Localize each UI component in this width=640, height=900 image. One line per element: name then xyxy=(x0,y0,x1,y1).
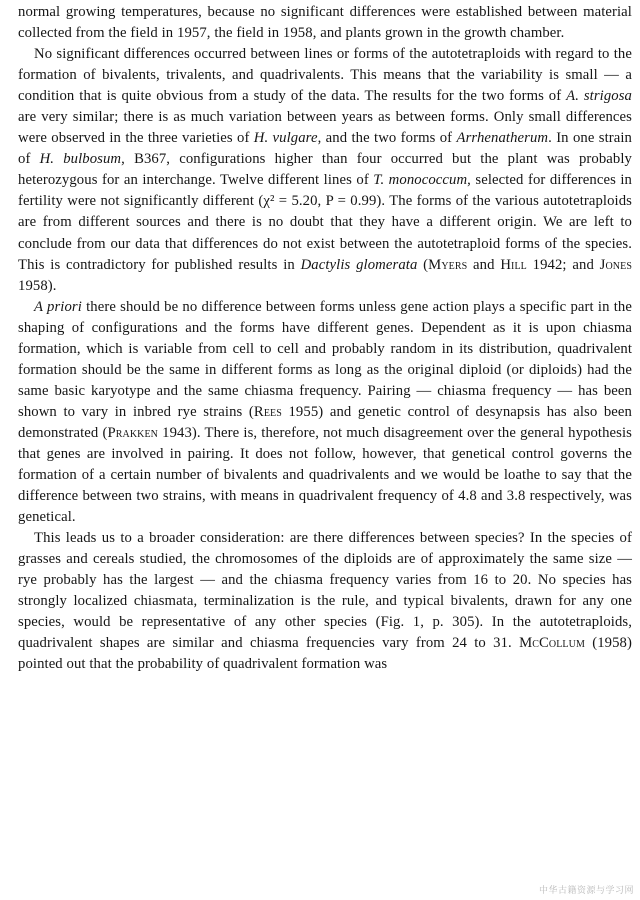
italic-text: H. bulbosum xyxy=(39,151,122,168)
text-run: 1943). There is, therefore, not much disagreement over the general hypothesis that genes are involved in pairing. It does not follow, however, that genetical control governs the formation of a certain number of bivalents and quadrivalents and we would be loathe to say that the difference between two strains, with means in quadrivalent frequency of 4.8 and 3.8 respectively, was genetical. xyxy=(18,424,632,526)
text-run: there should be no difference between forms unless gene action plays a specific part in the shaping of configurations and the forms have different genes. Dependent as it is upon chiasma formation, which is variable from cell to cell and probably random in its distribution, quadrivalent formation should be the same in different forms as long as the original diploid (or diploids) had the same basic karyotype and the same chiasma frequency. Pairing — chiasma frequency — has been shown to vary in inbred rye strains ( xyxy=(18,298,632,420)
author-name: McCollum xyxy=(519,635,585,652)
italic-text: Arrhenatherum xyxy=(456,130,549,147)
text-run: and xyxy=(467,256,501,273)
text-run: , B367, configurations higher than four occurred but the plant was probably heterozygous for an interchange. Twelve different lines of xyxy=(18,151,632,189)
paragraph xyxy=(18,2,632,44)
author-name: Rees xyxy=(253,403,282,420)
italic-text: A priori xyxy=(34,298,82,315)
text-run: 1942; and xyxy=(526,256,600,273)
text-run: , selected for differences in fertility were not significantly different (χ² = 5.20, P = 0.99). The forms of the various autotetraploids are from different sources and there is no doubt that they have a different origin. We are left to conclude from our data that differences do not exist between the autotetraploid forms of the species. This is contradictory for published results in xyxy=(18,172,632,273)
author-name: Prakken xyxy=(107,424,158,441)
text-run: , and the two forms of xyxy=(317,130,457,147)
author-name: Myers xyxy=(428,256,468,273)
italic-text: H. vulgare xyxy=(253,130,318,147)
italic-text: Dactylis glomerata xyxy=(300,256,418,273)
text-run: (1958) pointed out that the probability of quadrivalent formation was xyxy=(18,635,632,673)
watermark: 中华古籍资源与学习网 xyxy=(538,886,634,896)
text-run: ( xyxy=(417,256,429,273)
body-text xyxy=(18,2,632,676)
text-run: 1955) and genetic control of desynapsis has also been demonstrated ( xyxy=(18,403,632,441)
text-run: This leads us to a broader consideration: are there differences between species? In the species of grasses and cereals studied, the chromosomes of the diploids are of approximately the same size — rye probably has the largest — and the chiasma frequency varies from 16 to 20. No species has strongly localized chiasmata, terminalization is the rule, and typical bivalents, drawn for any one species, would be representative of any other species (Fig. 1, p. 305). In the autotetraploids, quadrivalent shapes are similar and chiasma frequencies vary from 24 to 31. xyxy=(18,530,632,652)
author-name: Jones xyxy=(599,256,632,273)
text-run: normal growing temperatures, because no significant differences were established between material collected from the field in 1957, the field in 1958, and plants grown in the growth chamber. xyxy=(18,4,632,42)
author-name: Hill xyxy=(500,256,527,273)
italic-text: T. monococcum xyxy=(373,172,468,189)
text-run: are very similar; there is as much variation between years as between forms. Only small differences were observed in the three varieties of xyxy=(18,109,632,147)
italic-text: A. strigosa xyxy=(566,88,632,105)
text-run: No significant differences occurred between lines or forms of the autotetraploids with regard to the formation of bivalents, trivalents, and quadrivalents. This means that the variability is small — a condition that is quite obvious from a study of the data. The results for the two forms of xyxy=(18,46,632,105)
paragraph xyxy=(18,297,632,529)
paragraph xyxy=(18,528,632,675)
paragraph xyxy=(18,44,632,297)
text-run: 1958). xyxy=(18,277,57,294)
text-run: . In one strain of xyxy=(18,130,632,168)
